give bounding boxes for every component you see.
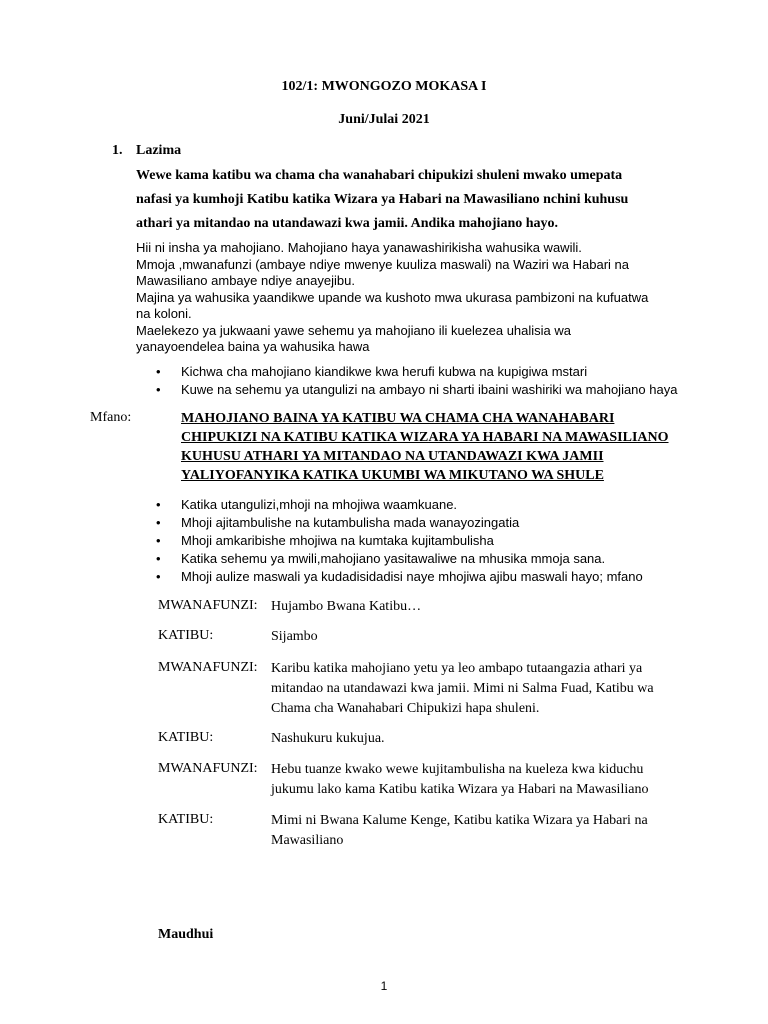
- dialogue-speaker: MWANAFUNZI:: [158, 761, 258, 776]
- dialogue-speaker: KATIBU:: [158, 628, 214, 643]
- list-item: • Mhoji aulize maswali ya kudadisidadisi naye mhojiwa ajibu maswali hayo; mfano: [156, 569, 643, 584]
- list-item: • Kuwe na sehemu ya utangulizi na ambayo ni sharti ibaini washiriki wa mahojiano haya: [156, 382, 678, 397]
- question-number: 1.: [112, 143, 123, 158]
- dialogue-line: Hebu tuanze kwako wewe kujitambulisha na kueleza kwa kiduchu jukumu lako kama Katibu katika Wizara ya Habari na Mawasiliano: [271, 762, 649, 797]
- section-heading: Maudhui: [158, 927, 214, 942]
- list-item: • Katika sehemu ya mwili,mahojiano yasitawaliwe na mhusika mmoja sana.: [156, 551, 606, 566]
- bullet-icon: •: [156, 515, 161, 530]
- bullet-icon: •: [156, 382, 161, 397]
- bullet-icon: •: [156, 569, 161, 584]
- title-line: YALIYOFANYIKA KATIKA UKUMBI WA MIKUTANO WA SHULE: [181, 468, 604, 483]
- note-paragraph: Hii ni insha ya mahojiano. Mahojiano haya yanawashirikisha wahusika wawili.: [136, 240, 582, 255]
- example-label: Mfano:: [90, 410, 132, 425]
- bullet-icon: •: [156, 551, 161, 566]
- title-line: KUHUSU ATHARI YA MITANDAO NA UTANDAWAZI KWA JAMII: [181, 449, 604, 464]
- bullet-list-format: [136, 363, 696, 399]
- dialogue-speaker: MWANAFUNZI:: [158, 660, 258, 675]
- page-number: 1: [380, 979, 388, 993]
- title-line: MAHOJIANO BAINA YA KATIBU WA CHAMA CHA WANAHABARI: [181, 411, 615, 426]
- dialogue-line: Karibu katika mahojiano yetu ya leo ambapo tutaangazia athari ya mitandao na utandawazi kwa jamii. Mimi ni Salma Fuad, Katibu wa Chama cha Wanahabari Chipukizi hapa shuleni.: [271, 661, 654, 716]
- note-paragraph: Mmoja ,mwanafunzi (ambaye ndiye mwenye kuuliza maswali) na Waziri wa Habari na Mawasiliano ambaye ndiye anayejibu.: [136, 256, 629, 288]
- bullet-icon: •: [156, 364, 161, 379]
- dialogue-line: Sijambo: [271, 629, 318, 644]
- list-item: • Mhoji ajitambulishe na kutambulisha mada wanayozingatia: [156, 515, 520, 530]
- question-prompt: Wewe kama katibu wa chama cha wanahabari chipukizi shuleni mwako umepata nafasi ya kumhoji Katibu katika Wizara ya Habari na Mawasiliano nchini kuhusu athari ya mitandao na utandawazi kwa jamii. Andika mahojiano hayo.: [136, 168, 629, 231]
- bullet-icon: •: [156, 533, 161, 548]
- dialogue-line: Hujambo Bwana Katibu…: [271, 599, 422, 614]
- dialogue-line: Mimi ni Bwana Kalume Kenge, Katibu katika Wizara ya Habari na Mawasiliano: [271, 813, 648, 848]
- dialogue-speaker: MWANAFUNZI:: [158, 598, 258, 613]
- note-paragraph: Majina ya wahusika yaandikwe upande wa kushoto mwa ukurasa pambizoni na kufuatwa na koloni.: [136, 289, 649, 321]
- list-item: • Katika utangulizi,mhoji na mhojiwa waamkuane.: [156, 497, 458, 512]
- dialogue-speaker: KATIBU:: [158, 812, 214, 827]
- document-title: 102/1: MWONGOZO MOKASA I: [281, 79, 487, 94]
- dialogue-speaker: KATIBU:: [158, 730, 214, 745]
- dialogue-line: Nashukuru kukujua.: [271, 731, 385, 746]
- bullet-list-guidelines: [136, 496, 696, 586]
- question-label: Lazima: [136, 143, 182, 158]
- example-interview-title: [181, 409, 701, 485]
- marking-notes: [136, 240, 656, 356]
- bullet-icon: •: [156, 497, 161, 512]
- exam-date: Juni/Julai 2021: [338, 112, 430, 127]
- list-item: • Mhoji amkaribishe mhojiwa na kumtaka kujitambulisha: [156, 533, 494, 548]
- list-item: • Kichwa cha mahojiano kiandikwe kwa herufi kubwa na kupigiwa mstari: [156, 364, 588, 379]
- title-line: CHIPUKIZI NA KATIBU KATIKA WIZARA YA HABARI NA MAWASILIANO: [181, 430, 669, 445]
- note-paragraph: Maelekezo ya jukwaani yawe sehemu ya mahojiano ili kuelezea uhalisia wa yanayoendelea baina ya wahusika hawa: [136, 322, 572, 354]
